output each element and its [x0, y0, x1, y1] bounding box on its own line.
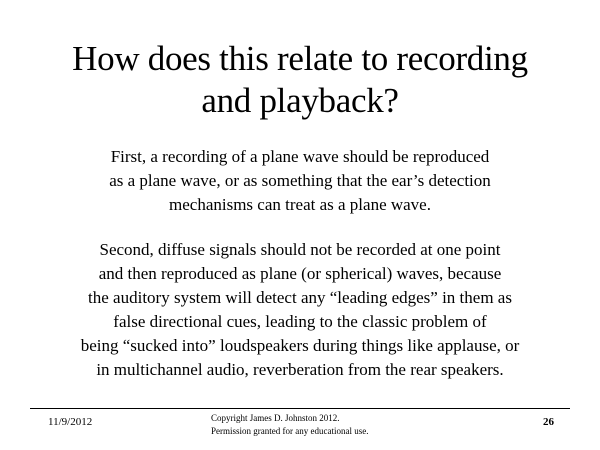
slide-title — [20, 38, 580, 122]
permission-line: Permission granted for any educational use. — [211, 426, 369, 436]
paragraph-line: Second, diffuse signals should not be recorded at one point — [99, 240, 501, 259]
paragraph-line: in multichannel audio, reverberation from the rear speakers. — [96, 360, 504, 379]
paragraph-line: First, a recording of a plane wave should be reproduced — [110, 147, 490, 166]
paragraph-line: false directional cues, leading to the classic problem of — [113, 312, 487, 331]
paragraph-line: the auditory system will detect any “leading edges” in them as — [88, 288, 512, 307]
page-number: 26 — [543, 416, 554, 428]
paragraph-second — [20, 238, 580, 382]
footer-divider — [30, 408, 570, 409]
paragraph-line: being “sucked into” loudspeakers during things like applause, or — [80, 336, 520, 355]
paragraph-line: and then reproduced as plane (or spherical) waves, because — [98, 264, 502, 283]
paragraph-first — [20, 145, 580, 217]
paragraph-line: mechanisms can treat as a plane wave. — [169, 195, 431, 214]
title-line-1: How does this relate to recording — [72, 39, 528, 78]
title-line-2: and playback? — [201, 81, 399, 120]
footer-copyright — [211, 412, 368, 438]
footer-date: 11/9/2012 — [48, 416, 93, 428]
copyright-line: Copyright James D. Johnston 2012. — [211, 413, 340, 423]
paragraph-line: as a plane wave, or as something that the ear’s detection — [109, 171, 491, 190]
